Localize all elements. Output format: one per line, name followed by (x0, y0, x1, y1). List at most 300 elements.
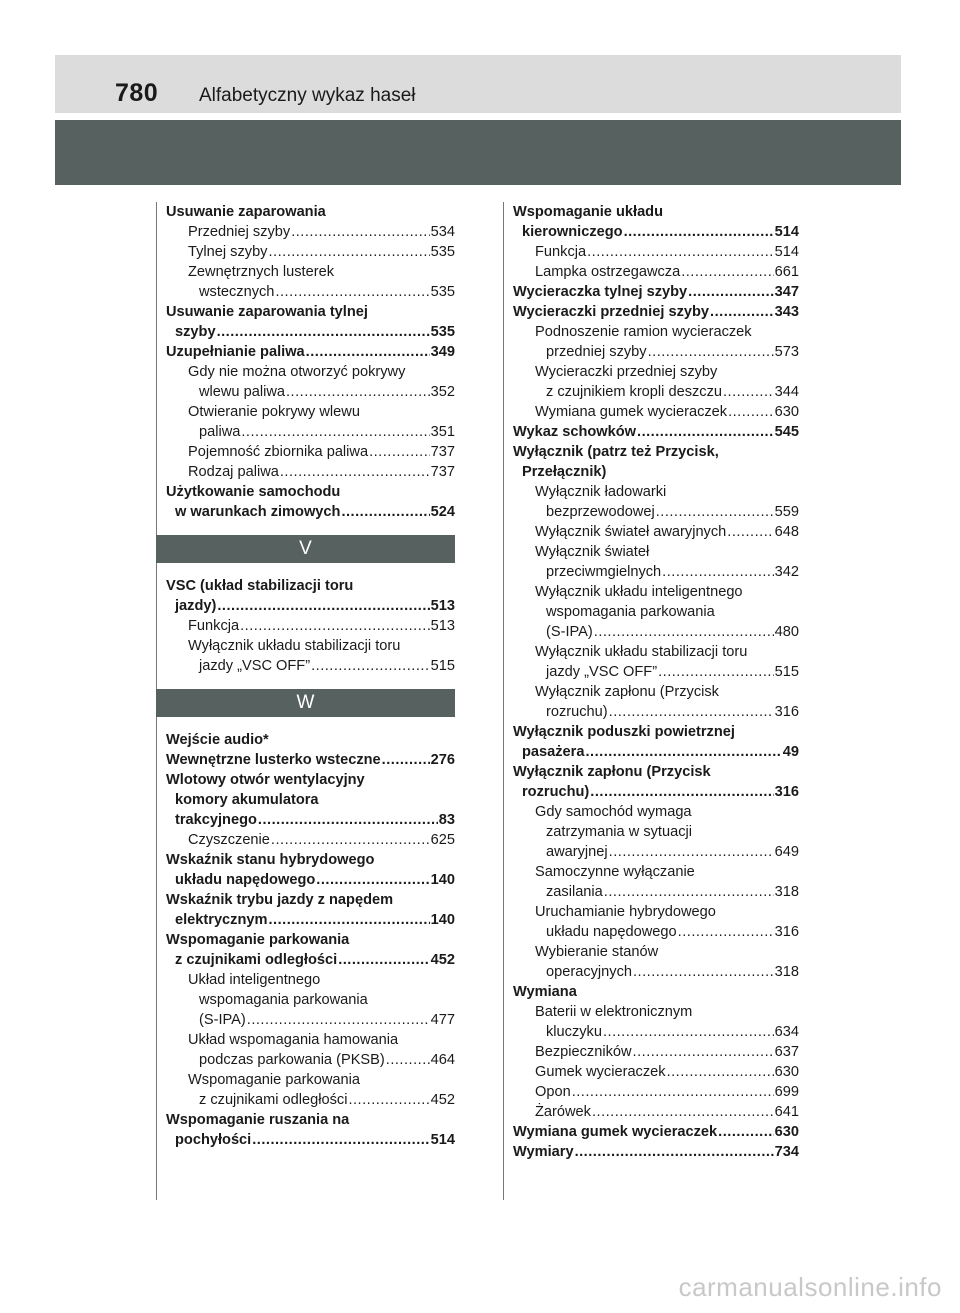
entry-text: Wymiana gumek wycieraczek (513, 1124, 718, 1140)
entry-term (504, 942, 799, 962)
entry-text: wlewu paliwa (199, 384, 285, 400)
entry-text: Wyłącznik poduszki powietrznej (513, 724, 735, 740)
entry-text: przeciwmgielnych (546, 564, 662, 580)
index-entry (157, 342, 455, 362)
page-reference: 514 (774, 224, 799, 240)
index-entry (504, 862, 799, 902)
entry-term-continuation (157, 810, 455, 830)
entry-term-continuation (157, 1090, 455, 1110)
entry-text: Wyłącznik świateł awaryjnych (535, 524, 727, 540)
entry-text: Przedniej szyby (188, 224, 291, 240)
index-entry (157, 830, 455, 850)
entry-text: układu napędowego (175, 872, 316, 888)
entry-term-continuation (157, 990, 455, 1010)
entry-text: kluczyku (546, 1024, 602, 1040)
entry-term (504, 322, 799, 342)
index-entry (504, 202, 799, 242)
entry-text: układu napędowego (546, 924, 677, 940)
entry-text: Wyłącznik układu stabilizacji toru (535, 644, 748, 660)
entry-text: przedniej szyby (546, 344, 647, 360)
dot-leader (723, 382, 774, 402)
page-reference: 630 (774, 1124, 799, 1140)
entry-text: wstecznych (199, 284, 275, 300)
entry-term-continuation (157, 502, 455, 522)
entry-term-continuation (157, 382, 455, 402)
entry-text: paliwa (199, 424, 241, 440)
entry-term (504, 1042, 799, 1062)
entry-text: Użytkowanie samochodu (166, 484, 341, 500)
dot-leader (688, 282, 773, 302)
entry-text: awaryjnej (546, 844, 608, 860)
dot-leader (658, 662, 774, 682)
entry-term-continuation (504, 462, 799, 482)
entry-text: Układ wspomagania hamowania (188, 1032, 399, 1048)
entry-term-continuation (157, 1010, 455, 1030)
dot-leader (348, 1090, 429, 1110)
entry-term (504, 482, 799, 502)
index-entry (504, 282, 799, 302)
entry-term-continuation (504, 962, 799, 982)
index-entry (504, 242, 799, 262)
page-reference: 625 (430, 832, 455, 848)
entry-text: Układ inteligentnego (188, 972, 321, 988)
page-reference: 641 (774, 1104, 799, 1120)
header-band (55, 55, 901, 113)
page-reference: 316 (774, 704, 799, 720)
dot-leader (604, 882, 774, 902)
entry-text: Gdy samochód wymaga (535, 804, 692, 820)
page-reference: 514 (430, 1132, 455, 1148)
page-reference: 648 (774, 524, 799, 540)
page-reference: 734 (774, 1144, 799, 1160)
entry-term (504, 362, 799, 382)
dot-leader (710, 302, 774, 322)
page-reference: 513 (430, 598, 455, 614)
index-entry (157, 930, 455, 970)
watermark: carmanualsonline.info (678, 1272, 942, 1302)
dot-leader (728, 402, 774, 422)
dot-leader (585, 742, 781, 762)
entry-term (157, 730, 455, 750)
dot-leader (678, 922, 774, 942)
index-entry (157, 636, 455, 676)
dot-leader (217, 322, 430, 342)
page-number: 780 (115, 79, 159, 107)
page-reference: 513 (430, 618, 455, 634)
index-entry (157, 462, 455, 482)
dot-leader (587, 242, 774, 262)
entry-term-continuation (504, 1022, 799, 1042)
dot-leader (592, 1102, 774, 1122)
entry-text: trakcyjnego (175, 812, 257, 828)
entry-term (157, 222, 455, 242)
entry-term (157, 1070, 455, 1090)
dot-leader (316, 870, 429, 890)
dot-leader (386, 1050, 430, 1070)
dot-leader (575, 1142, 774, 1162)
page-reference: 318 (774, 964, 799, 980)
entry-term-continuation (157, 422, 455, 442)
entry-term-continuation (504, 662, 799, 682)
dot-leader (286, 382, 430, 402)
entry-text: komory akumulatora (175, 792, 319, 808)
dot-leader (727, 522, 773, 542)
index-entry (157, 770, 455, 830)
entry-text: VSC (układ stabilizacji toru (166, 578, 354, 594)
page-reference: 573 (774, 344, 799, 360)
entry-term-continuation (504, 602, 799, 622)
entry-text: Wycieraczki przedniej szyby (535, 364, 718, 380)
entry-text: Gdy nie można otworzyć pokrywy (188, 364, 406, 380)
entry-text: Wyłącznik zapłonu (Przycisk (535, 684, 719, 700)
page-reference: 630 (774, 1064, 799, 1080)
entry-term (157, 302, 455, 322)
index-entry (157, 222, 455, 242)
section-title: Alfabetyczny wykaz haseł (199, 85, 416, 106)
entry-text: jazdy „VSC OFF” (199, 658, 311, 674)
entry-term (504, 422, 799, 442)
entry-text: rozruchu) (522, 784, 590, 800)
page-reference: 630 (774, 404, 799, 420)
entry-term (504, 242, 799, 262)
entry-term (504, 302, 799, 322)
page-reference: 352 (430, 384, 455, 400)
entry-text: Wskaźnik stanu hybrydowego (166, 852, 375, 868)
page-reference: 316 (774, 924, 799, 940)
entry-term (157, 362, 455, 382)
entry-text: Opon (535, 1084, 571, 1100)
entry-text: Wymiary (513, 1144, 574, 1160)
header-dark-band (55, 120, 901, 185)
index-entry (157, 1070, 455, 1110)
entry-term (504, 522, 799, 542)
entry-text: w warunkach zimowych (175, 504, 341, 520)
dot-leader (633, 962, 774, 982)
entry-text: Otwieranie pokrywy wlewu (188, 404, 360, 420)
entry-term (504, 982, 799, 1002)
dot-leader (603, 1022, 774, 1042)
dot-leader (681, 262, 773, 282)
entry-term (157, 402, 455, 422)
entry-term (157, 930, 455, 950)
dot-leader (382, 750, 430, 770)
index-entry (504, 482, 799, 522)
entry-text: Wspomaganie parkowania (166, 932, 350, 948)
entry-term (504, 282, 799, 302)
page-reference: 634 (774, 1024, 799, 1040)
index-entry (504, 1002, 799, 1042)
dot-leader (624, 222, 774, 242)
index-entry (504, 582, 799, 642)
dot-leader (268, 910, 429, 930)
left-entries (157, 202, 455, 1150)
entry-term-continuation (504, 222, 799, 242)
entry-text: pasażera (522, 744, 585, 760)
dot-leader (637, 422, 774, 442)
entry-term (504, 1142, 799, 1162)
page-reference: 545 (774, 424, 799, 440)
entry-term (157, 1030, 455, 1050)
entry-term (504, 202, 799, 222)
dot-leader (590, 782, 773, 802)
entry-term (504, 902, 799, 922)
entry-term-continuation (157, 656, 455, 676)
right-entries (504, 202, 799, 1162)
index-entry (157, 730, 455, 750)
dot-leader (338, 950, 429, 970)
entry-term-continuation (504, 842, 799, 862)
dot-leader (247, 1010, 430, 1030)
entry-text: (S-IPA) (546, 624, 593, 640)
index-entry (504, 942, 799, 982)
entry-term (504, 1002, 799, 1022)
entry-term (157, 342, 455, 362)
entry-text: elektrycznym (175, 912, 268, 928)
index-entry (504, 1102, 799, 1122)
entry-text: Bezpieczników (535, 1044, 632, 1060)
dot-leader (594, 622, 774, 642)
entry-text: (S-IPA) (199, 1012, 246, 1028)
page-reference: 344 (774, 384, 799, 400)
index-entry (157, 362, 455, 402)
entry-text: Wspomaganie ruszania na (166, 1112, 350, 1128)
entry-term-continuation (504, 342, 799, 362)
entry-term-continuation (157, 322, 455, 342)
entry-text: Wybieranie stanów (535, 944, 659, 960)
dot-leader (271, 830, 430, 850)
dot-leader (633, 1042, 774, 1062)
entry-term-continuation (504, 822, 799, 842)
page-reference: 318 (774, 884, 799, 900)
entry-text: z czujnikami odległości (175, 952, 338, 968)
entry-text: wspomagania parkowania (546, 604, 715, 620)
entry-text: Wlotowy otwór wentylacyjny (166, 772, 365, 788)
entry-text: Wewnętrzne lusterko wsteczne (166, 752, 381, 768)
page-reference: 343 (774, 304, 799, 320)
entry-text: pochyłości (175, 1132, 252, 1148)
index-entry (504, 1042, 799, 1062)
entry-term (157, 482, 455, 502)
dot-leader (369, 442, 430, 462)
index-entry (157, 262, 455, 302)
entry-text: Wskaźnik trybu jazdy z napędem (166, 892, 394, 908)
entry-text: Lampka ostrzegawcza (535, 264, 681, 280)
entry-text: wspomagania parkowania (199, 992, 368, 1008)
dot-leader (258, 810, 438, 830)
entry-text: Pojemność zbiornika paliwa (188, 444, 369, 460)
entry-text: Żarówek (535, 1104, 591, 1120)
page-reference: 452 (430, 952, 455, 968)
entry-text: Wykaz schowków (513, 424, 637, 440)
entry-text: Gumek wycieraczek (535, 1064, 666, 1080)
index-entry (504, 522, 799, 542)
entry-term (157, 202, 455, 222)
entry-term-continuation (157, 910, 455, 930)
index-entry (504, 1142, 799, 1162)
entry-text: Tylnej szyby (188, 244, 268, 260)
entry-text: Rodzaj paliwa (188, 464, 279, 480)
entry-text: Uruchamianie hybrydowego (535, 904, 716, 920)
index-entry (504, 322, 799, 362)
entry-term-continuation (157, 596, 455, 616)
page-reference: 276 (430, 752, 455, 768)
index-entry (504, 362, 799, 402)
entry-term-continuation (504, 502, 799, 522)
page-reference: 464 (430, 1052, 455, 1068)
entry-text: bezprzewodowej (546, 504, 655, 520)
page-reference: 83 (438, 812, 455, 828)
entry-term-continuation (504, 782, 799, 802)
entry-term-continuation (504, 622, 799, 642)
dot-leader (572, 1082, 774, 1102)
entry-text: Podnoszenie ramion wycieraczek (535, 324, 752, 340)
entry-text: Wycieraczki przedniej szyby (513, 304, 710, 320)
dot-leader (341, 502, 429, 522)
entry-term-continuation (157, 950, 455, 970)
index-entry (157, 576, 455, 616)
entry-term (157, 262, 455, 282)
entry-term (157, 830, 455, 850)
entry-text: Wyłącznik świateł (535, 544, 650, 560)
entry-term (504, 1082, 799, 1102)
dot-leader (609, 702, 774, 722)
index-entry (157, 442, 455, 462)
entry-term (157, 750, 455, 770)
page-reference: 515 (430, 658, 455, 674)
page-reference: 49 (782, 744, 799, 760)
index-entry (504, 762, 799, 802)
entry-term-continuation (504, 382, 799, 402)
entry-term (504, 582, 799, 602)
entry-term-continuation (504, 922, 799, 942)
entry-term (504, 682, 799, 702)
entry-text: Samoczynne wyłączanie (535, 864, 695, 880)
page-reference: 534 (430, 224, 455, 240)
entry-text: Wspomaganie parkowania (188, 1072, 360, 1088)
page-reference: 349 (430, 344, 455, 360)
entry-text: kierowniczego (522, 224, 623, 240)
index-entry (157, 302, 455, 342)
index-entry (157, 1110, 455, 1150)
dot-leader (656, 502, 774, 522)
index-entry (504, 1062, 799, 1082)
letter-band: W (156, 689, 455, 717)
index-entry (157, 242, 455, 262)
dot-leader (217, 596, 429, 616)
entry-text: podczas parkowania (PKSB) (199, 1052, 385, 1068)
page-reference: 661 (774, 264, 799, 280)
entry-term (504, 442, 799, 462)
index-entry (504, 682, 799, 722)
dot-leader (667, 1062, 774, 1082)
index-entry (157, 1030, 455, 1070)
index-column-right (503, 202, 799, 1200)
entry-text: Uzupełnianie paliwa (166, 344, 305, 360)
page-reference: 316 (774, 784, 799, 800)
page-reference: 535 (430, 284, 455, 300)
index-entry (157, 616, 455, 636)
index-entry (504, 1122, 799, 1142)
entry-term (504, 802, 799, 822)
index-entry (504, 442, 799, 482)
entry-term (504, 1062, 799, 1082)
page-reference: 637 (774, 1044, 799, 1060)
entry-term (157, 770, 455, 790)
entry-text: Wspomaganie układu (513, 204, 664, 220)
entry-term-continuation (504, 882, 799, 902)
page-reference: 342 (774, 564, 799, 580)
page-reference: 737 (430, 444, 455, 460)
entry-term-continuation (157, 1050, 455, 1070)
entry-text: szyby (175, 324, 216, 340)
entry-text: Wyłącznik układu stabilizacji toru (188, 638, 401, 654)
dot-leader (240, 616, 430, 636)
entry-term (157, 890, 455, 910)
dot-leader (280, 462, 430, 482)
index-entry (504, 402, 799, 422)
entry-term-continuation (504, 562, 799, 582)
entry-text: z czujnikiem kropli deszczu (546, 384, 722, 400)
entry-term-continuation (157, 1130, 455, 1150)
entry-term (157, 636, 455, 656)
page-reference: 480 (774, 624, 799, 640)
entry-term-continuation (157, 282, 455, 302)
entry-term (504, 1102, 799, 1122)
entry-text: Czyszczenie (188, 832, 270, 848)
entry-term (504, 642, 799, 662)
index-entry (504, 982, 799, 1002)
index-column-left (156, 202, 455, 1200)
page-reference: 699 (774, 1084, 799, 1100)
entry-term (504, 542, 799, 562)
entry-text: Funkcja (188, 618, 240, 634)
index-entry (157, 402, 455, 442)
entry-text: Wyłącznik ładowarki (535, 484, 667, 500)
dot-leader (268, 242, 429, 262)
entry-term (157, 850, 455, 870)
dot-leader (609, 842, 774, 862)
page-reference: 347 (774, 284, 799, 300)
index-entry (157, 890, 455, 930)
entry-term (504, 402, 799, 422)
index-entry (157, 202, 455, 222)
entry-term (504, 262, 799, 282)
entry-term (504, 722, 799, 742)
entry-term (157, 616, 455, 636)
dot-leader (718, 1122, 773, 1142)
dot-leader (306, 342, 430, 362)
entry-text: Zewnętrznych lusterek (188, 264, 334, 280)
dot-leader (252, 1130, 429, 1150)
index-entry (504, 262, 799, 282)
page-reference: 535 (430, 244, 455, 260)
entry-term-continuation (504, 702, 799, 722)
page-reference: 559 (774, 504, 799, 520)
entry-term-continuation (504, 742, 799, 762)
index-entry (504, 802, 799, 862)
index-entry (157, 850, 455, 890)
entry-text: Baterii w elektronicznym (535, 1004, 693, 1020)
entry-term (504, 1122, 799, 1142)
entry-term (157, 442, 455, 462)
entry-text: Funkcja (535, 244, 587, 260)
dot-leader (241, 422, 429, 442)
entry-term-continuation (157, 870, 455, 890)
entry-text: zasilania (546, 884, 603, 900)
index-entry (504, 422, 799, 442)
index-entry (504, 642, 799, 682)
letter-band: V (156, 535, 455, 563)
